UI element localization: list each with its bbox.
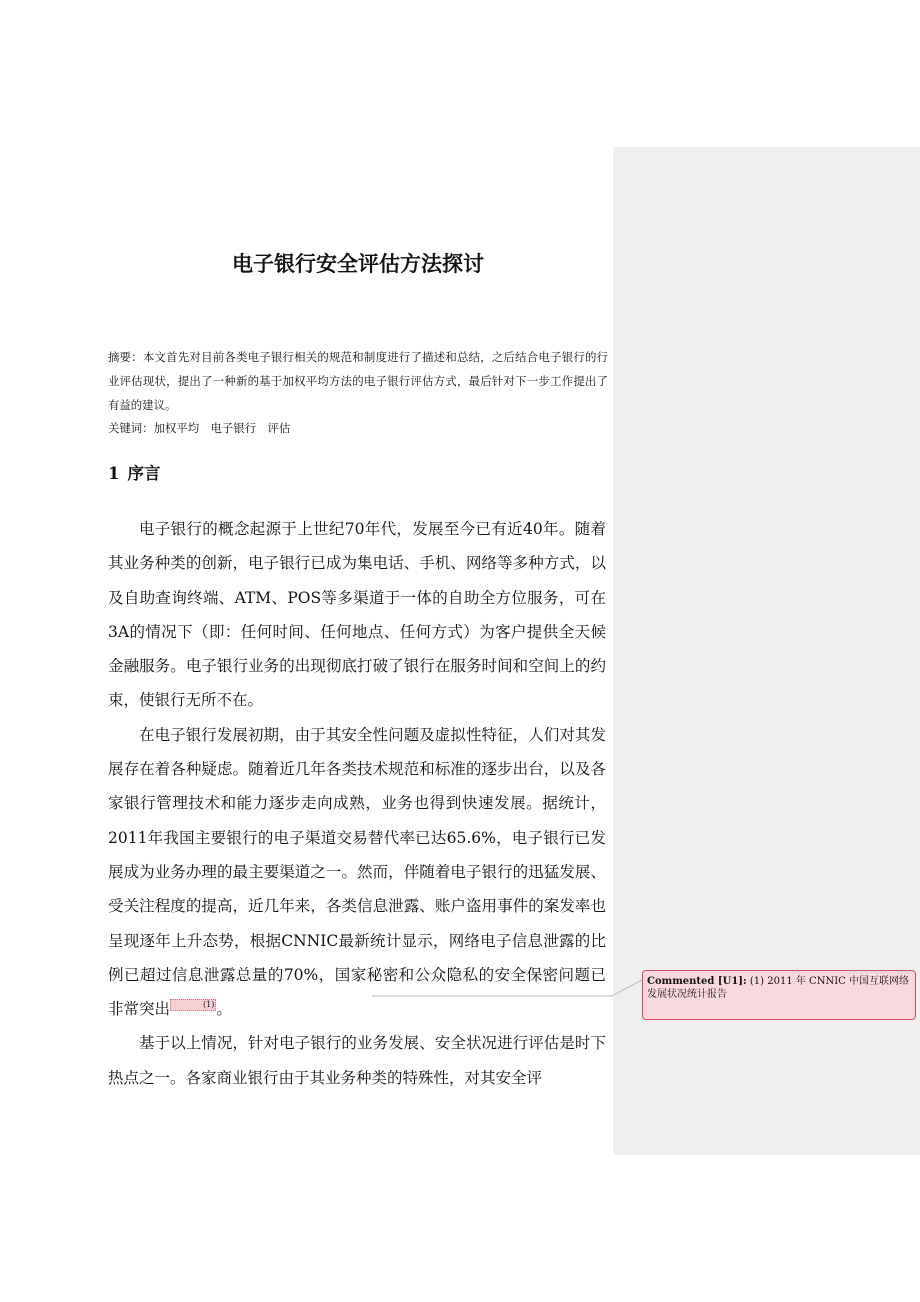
section-title: 序言	[127, 464, 161, 483]
keywords: 关键词：加权平均 电子银行 评估	[108, 421, 291, 435]
abstract: 摘要：本文首先对目前各类电子银行相关的规范和制度进行了描述和总结，之后结合电子银行的行业评估现状，提出了一种新的基于加权平均方法的电子银行评估方式，最后针对下一步工作提出了有益的建议。	[108, 350, 608, 412]
comment-balloon[interactable]	[642, 970, 916, 1020]
paragraph-2	[108, 718, 606, 1027]
comment-author: Commented [U1]:	[647, 976, 747, 987]
section-heading	[108, 460, 160, 488]
section-number: 1	[108, 464, 120, 483]
paragraph-2-text: 在电子银行发展初期，由于其安全性问题及虚拟性特征，人们对其发展存在着各种疑虑。随着近几年各类技术规范和标准的逐步出台，以及各家银行管理技术和能力逐步走向成熟，业务也得到快速发展。据统计，2011年我国主要银行的电子渠道交易替代率已达65.6%，电子银行已发展成为业务办理的最主要渠道之一。然而，伴随着电子银行的迅猛发展、受关注程度的提高，近几年来，各类信息泄露、账户盗用事件的案发率也呈现逐年上升态势，根据CNNIC最新统计显示，网络电子信息泄露的比例已超过信息泄露总量的70%，国家秘密和公众隐私的安全保密问题已非常突出	[108, 725, 606, 1019]
body-text	[108, 512, 606, 1095]
reference-mark[interactable]: (1)	[170, 999, 216, 1011]
document-title: 电子银行安全评估方法探讨	[232, 252, 484, 276]
comment-text: (1) 2011 年 CNNIC 中国互联网络发展状况统计报告	[647, 976, 909, 1000]
paragraph-2-tail: 。	[216, 1000, 232, 1019]
paragraph-1: 电子银行的概念起源于上世纪70年代，发展至今已有近40年。随着其业务种类的创新，电子银行已成为集电话、手机、网络等多种方式，以及自助查询终端、ATM、POS等多渠道于一体的自助全方位服务，可在3A的情况下（即：任何时间、任何地点、任何方式）为客户提供全天候金融服务。电子银行业务的出现彻底打破了银行在服务时间和空间上的约束，使银行无所不在。	[108, 520, 606, 710]
paragraph-3: 基于以上情况，针对电子银行的业务发展、安全状况进行评估是时下热点之一。各家商业银行由于其业务种类的特殊性，对其安全评	[108, 1034, 606, 1087]
